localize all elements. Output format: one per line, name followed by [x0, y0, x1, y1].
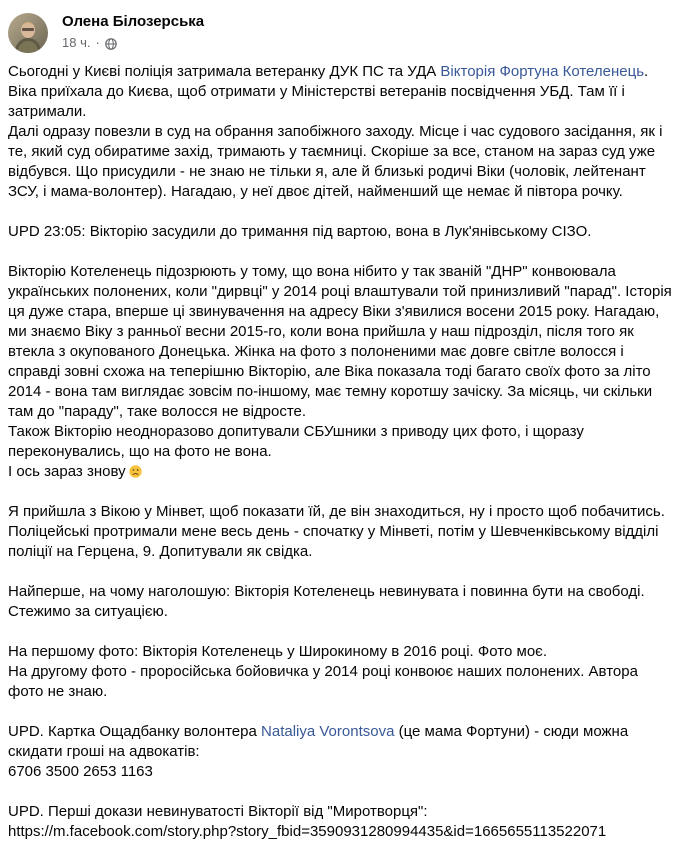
paragraph-1-text-b: . Віка приїхала до Києва, щоб отримати у Міністерстві ветеранів посвідчення УБД. Там її і затримали. Далі одразу повезли в суд на обрання запобіжного заходу. Місце і час судового засідання, як і те, який суд обиратиме захід, тримають у таємниці. Скоріше за все, станом на зараз суд уже відбувся. Що присудили - не знаю не тільки я, але й близькі родичі Віки (чоловік, лейтенант ЗСУ, і мама-волонтер). Нагадаю, у неї двоє дітей, найменший ще немає й півтора рочку.: [8, 63, 663, 200]
paragraph-3-text: Вікторію Котеленець підозрюють у тому, що вона нібито у так званій "ДНР" конвоювала українських полонених, коли "дирвці" у 2014 році влаштували той принизливий "парад". Історія ця дуже стара, вперше ці звинувачення на адресу Віки з'явилися восени 2015 року. Нагадаю, ми знаємо Віку з ранньої весни 2015-го, коли вона прийшла у наш підрозділ, після того як втекла з окупованого Донецька. Жінка на фото з полоненими має довге світле волосся і справді зовні схожа на теперішню Вікторію, але Віка показала тоді багато своїх фото за літо 2014 - вона там виглядає зовсім по-іншому, має темну коротшу зачіску. За місяць, чи скільки там до "параду", таке волосся не відросте. Також Вікторію неодноразово допитували СБУшники з приводу цих фото, і щоразу переконувались, що на фото не вона. І ось зараз знову: [8, 263, 672, 480]
sad-face-emoji-icon: [129, 464, 142, 477]
paragraph-7-text-a: UPD. Картка Ощадбанку волонтера: [8, 723, 262, 740]
post-timestamp[interactable]: 18 ч.: [62, 35, 91, 50]
post-paragraph-1: [8, 62, 676, 202]
paragraph-8-text: UPD. Перші докази невинуватості Вікторії від "Миротворця":: [8, 803, 428, 820]
paragraph-7-text-b: (це мама Фортуни) - сюди можна скидати гроші на адвокатів: 6706 3500 2653 1163: [8, 723, 629, 780]
post-paragraph-7: [8, 722, 676, 782]
post-paragraph-2: UPD 23:05: Вікторію засудили до тримання під вартою, вона в Лук'янівському СІЗО.: [8, 223, 592, 240]
avatar-photo: [8, 13, 48, 53]
post-paragraph-4: Я прийшла з Вікою у Мінвет, щоб показати їй, де він знаходиться, ну і просто щоб побачитись. Поліцейські протримали мене весь день - спочатку у Мінветі, потім у Шевченківському відділі поліції на Герцена, 9. Допитували як свідка.: [8, 503, 665, 560]
mention-viktoriia-fortuna-kotelenets[interactable]: Вікторія Фортуна Котеленець: [440, 63, 645, 80]
author-avatar[interactable]: [8, 13, 48, 53]
mention-nataliya-vorontsova[interactable]: Nataliya Vorontsova: [261, 723, 395, 740]
globe-icon[interactable]: [105, 37, 117, 49]
post-paragraph-5: Найперше, на чому наголошую: Вікторія Котеленець невинувата і повинна бути на свободі. Стежимо за ситуацією.: [8, 583, 645, 620]
post-paragraph-6: На першому фото: Вікторія Котеленець у Широкиному в 2016 році. Фото моє. На другому фото - проросійська бойовичка у 2014 році конвоює наших полонених. Автора фото не знаю.: [8, 643, 638, 700]
post-meta: [62, 34, 204, 52]
post-paragraph-8: [8, 802, 676, 842]
paragraph-1-text-a: Сьогодні у Києві поліція затримала ветеранку ДУК ПС та УДА: [8, 63, 441, 80]
post-paragraph-3: [8, 262, 676, 482]
meta-separator: ·: [95, 35, 100, 50]
facebook-story-link[interactable]: https://m.facebook.com/story.php?story_fbid=3590931280994435&id=1665655113522071: [8, 823, 607, 840]
post-header: [8, 7, 204, 57]
post-body: [8, 62, 676, 842]
author-name[interactable]: Олена Білозерська: [62, 13, 205, 30]
